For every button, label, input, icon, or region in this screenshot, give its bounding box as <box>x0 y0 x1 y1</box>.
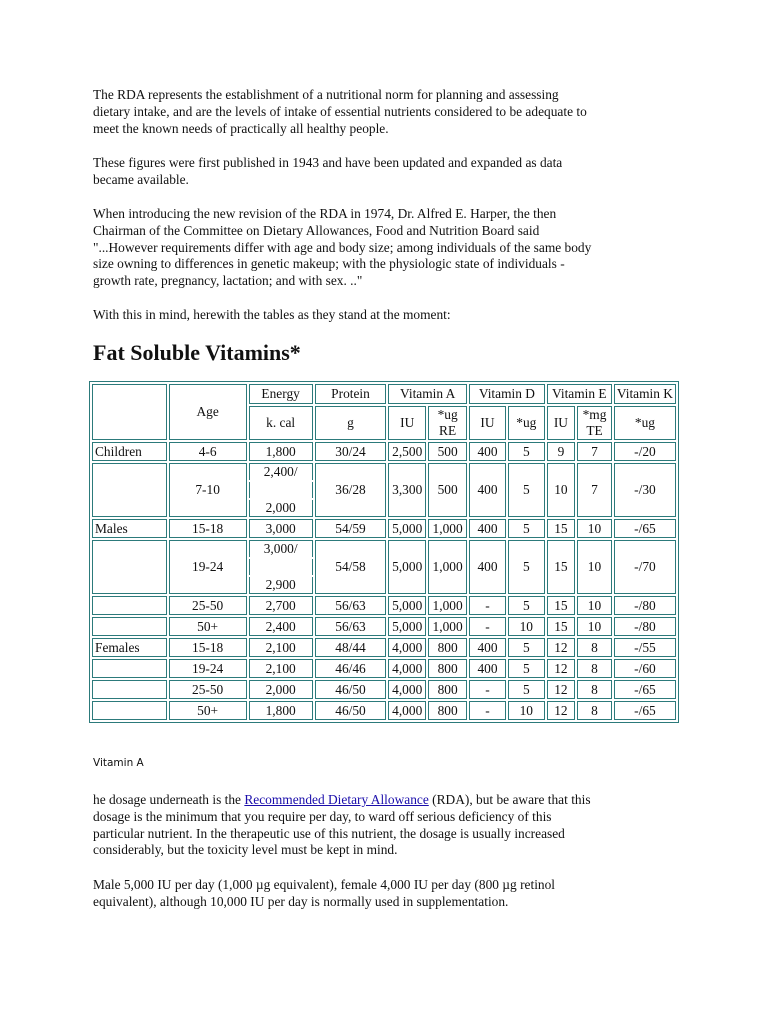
cell-energy-bottom-text: 2,000 <box>265 500 296 515</box>
vitamin-a-dosage-text-start: he dosage underneath is the <box>93 792 245 807</box>
cell-vitamin-e-iu: 15 <box>547 519 575 538</box>
cell-protein: 46/46 <box>315 659 387 678</box>
unit-vitamin-e-te-top: *mg <box>582 407 607 422</box>
cell-vitamin-e-te: 10 <box>577 519 612 538</box>
unit-protein: g <box>315 406 387 440</box>
table-row <box>92 617 676 636</box>
cell-group-blank <box>92 680 167 699</box>
cell-energy-top-text: 2,400/ <box>263 464 298 479</box>
cell-vitamin-a-iu: 2,500 <box>388 442 426 461</box>
cell-vitamin-k: -/80 <box>614 617 676 636</box>
cell-vitamin-a-iu: 5,000 <box>388 617 426 636</box>
cell-vitamin-d-ug: 5 <box>508 519 545 538</box>
cell-group-blank <box>92 540 167 594</box>
cell-vitamin-a-re: 800 <box>428 680 467 699</box>
unit-vitamin-d-iu: IU <box>469 406 506 440</box>
cell-group-blank <box>92 617 167 636</box>
unit-vitamin-e-iu: IU <box>547 406 575 440</box>
cell-vitamin-d-ug: 5 <box>508 596 545 615</box>
cell-protein: 36/28 <box>315 463 387 517</box>
cell-age: 25-50 <box>169 596 247 615</box>
cell-protein: 46/50 <box>315 701 387 720</box>
table-row <box>92 540 676 557</box>
cell-group-blank <box>92 659 167 678</box>
group-children: Children <box>92 442 167 461</box>
cell-vitamin-e-iu: 15 <box>547 617 575 636</box>
cell-vitamin-e-te: 10 <box>577 617 612 636</box>
cell-vitamin-a-re: 1,000 <box>428 617 467 636</box>
cell-vitamin-k: -/30 <box>614 463 676 517</box>
vitamin-a-dosage-paragraph <box>93 792 683 859</box>
cell-energy-spacer <box>249 482 313 498</box>
unit-vitamin-d-ug: *ug <box>508 406 545 440</box>
cell-vitamin-d-iu: 400 <box>469 519 506 538</box>
cell-energy: 2,000 <box>249 680 313 699</box>
cell-energy: 1,800 <box>249 701 313 720</box>
cell-vitamin-a-iu: 4,000 <box>388 701 426 720</box>
cell-vitamin-k: -/20 <box>614 442 676 461</box>
table-row <box>92 519 676 538</box>
cell-vitamin-a-re: 800 <box>428 638 467 657</box>
cell-vitamin-d-iu: - <box>469 701 506 720</box>
cell-vitamin-d-ug: 5 <box>508 659 545 678</box>
unit-vitamin-e-te <box>577 406 612 440</box>
unit-vitamin-a-re <box>428 406 467 440</box>
cell-vitamin-d-ug: 10 <box>508 617 545 636</box>
cell-vitamin-d-iu: 400 <box>469 442 506 461</box>
header-vitamin-a: Vitamin A <box>388 384 467 404</box>
unit-vitamin-e-te-bottom: TE <box>586 423 603 438</box>
cell-vitamin-a-iu: 4,000 <box>388 680 426 699</box>
table-row <box>92 659 676 678</box>
cell-vitamin-e-iu: 12 <box>547 701 575 720</box>
header-vitamin-e: Vitamin E <box>547 384 612 404</box>
cell-energy-bottom <box>249 500 313 517</box>
cell-vitamin-a-re: 800 <box>428 659 467 678</box>
table-row <box>92 463 676 480</box>
cell-energy-top-text: 3,000/ <box>263 541 298 556</box>
table-header-row <box>92 384 676 404</box>
cell-vitamin-d-ug: 10 <box>508 701 545 720</box>
cell-vitamin-a-re: 500 <box>428 463 467 517</box>
cell-vitamin-a-iu: 5,000 <box>388 519 426 538</box>
cell-vitamin-d-iu: - <box>469 680 506 699</box>
cell-vitamin-d-iu: 400 <box>469 463 506 517</box>
cell-vitamin-e-te: 7 <box>577 463 612 517</box>
header-energy: Energy <box>249 384 313 404</box>
rda-link[interactable]: Recommended Dietary Allowance <box>244 792 429 807</box>
header-vitamin-k: Vitamin K <box>614 384 676 404</box>
cell-age: 19-24 <box>169 659 247 678</box>
fat-soluble-vitamins-table <box>89 381 679 723</box>
cell-vitamin-k: -/65 <box>614 701 676 720</box>
cell-vitamin-a-re: 1,000 <box>428 596 467 615</box>
cell-vitamin-d-ug: 5 <box>508 463 545 517</box>
table-row <box>92 596 676 615</box>
cell-vitamin-k: -/65 <box>614 519 676 538</box>
intro-paragraph-tables: With this in mind, herewith the tables as they stand at the moment: <box>93 307 451 322</box>
cell-vitamin-k: -/80 <box>614 596 676 615</box>
cell-vitamin-e-te: 8 <box>577 680 612 699</box>
cell-age: 4-6 <box>169 442 247 461</box>
cell-energy-spacer <box>249 559 313 575</box>
table-row <box>92 638 676 657</box>
table-row <box>92 680 676 699</box>
cell-energy: 3,000 <box>249 519 313 538</box>
cell-vitamin-a-re: 500 <box>428 442 467 461</box>
unit-vitamin-a-re-bottom: RE <box>439 423 457 438</box>
cell-vitamin-k: -/65 <box>614 680 676 699</box>
cell-vitamin-d-ug: 5 <box>508 680 545 699</box>
cell-vitamin-a-re: 1,000 <box>428 519 467 538</box>
cell-vitamin-d-ug: 5 <box>508 442 545 461</box>
cell-protein: 56/63 <box>315 617 387 636</box>
cell-age: 50+ <box>169 701 247 720</box>
cell-vitamin-e-iu: 15 <box>547 596 575 615</box>
vitamin-a-subheading: Vitamin A <box>93 757 144 769</box>
cell-energy: 2,100 <box>249 659 313 678</box>
cell-group-blank <box>92 596 167 615</box>
cell-group-blank <box>92 701 167 720</box>
cell-vitamin-e-te: 8 <box>577 701 612 720</box>
group-males: Males <box>92 519 167 538</box>
cell-vitamin-e-te: 7 <box>577 442 612 461</box>
cell-protein: 30/24 <box>315 442 387 461</box>
cell-vitamin-e-te: 8 <box>577 659 612 678</box>
cell-vitamin-d-iu: - <box>469 617 506 636</box>
cell-energy: 2,400 <box>249 617 313 636</box>
table-row <box>92 442 676 461</box>
cell-vitamin-d-iu: 400 <box>469 540 506 594</box>
cell-vitamin-a-iu: 5,000 <box>388 596 426 615</box>
intro-paragraph-rda: The RDA represents the establishment of a nutritional norm for planning and assessing dietary intake, and are the levels of intake of essential nutrients considered to be adequate to meet the known needs of practically all healthy people. <box>93 87 587 136</box>
cell-vitamin-k: -/70 <box>614 540 676 594</box>
cell-vitamin-a-iu: 3,300 <box>388 463 426 517</box>
cell-vitamin-a-iu: 4,000 <box>388 659 426 678</box>
cell-vitamin-e-iu: 12 <box>547 680 575 699</box>
cell-age: 19-24 <box>169 540 247 594</box>
cell-vitamin-d-ug: 5 <box>508 540 545 594</box>
cell-age: 7-10 <box>169 463 247 517</box>
cell-vitamin-e-te: 10 <box>577 596 612 615</box>
cell-age: 25-50 <box>169 680 247 699</box>
cell-vitamin-e-iu: 10 <box>547 463 575 517</box>
cell-age: 15-18 <box>169 638 247 657</box>
cell-protein: 46/50 <box>315 680 387 699</box>
cell-energy: 1,800 <box>249 442 313 461</box>
intro-paragraph-history: These figures were first published in 1943 and have been updated and expanded as data became available. <box>93 155 563 187</box>
cell-age: 15-18 <box>169 519 247 538</box>
cell-vitamin-a-re: 1,000 <box>428 540 467 594</box>
unit-vitamin-a-iu: IU <box>388 406 426 440</box>
cell-vitamin-d-ug: 5 <box>508 638 545 657</box>
cell-vitamin-k: -/55 <box>614 638 676 657</box>
cell-vitamin-a-re: 800 <box>428 701 467 720</box>
cell-vitamin-e-iu: 9 <box>547 442 575 461</box>
cell-energy-top <box>249 463 313 480</box>
cell-group-blank <box>92 463 167 517</box>
cell-age: 50+ <box>169 617 247 636</box>
cell-vitamin-d-iu: 400 <box>469 659 506 678</box>
header-blank-cell <box>92 384 167 440</box>
header-vitamin-d: Vitamin D <box>469 384 545 404</box>
group-females: Females <box>92 638 167 657</box>
cell-vitamin-k: -/60 <box>614 659 676 678</box>
vitamin-a-amounts-paragraph: Male 5,000 IU per day (1,000 µg equivalent), female 4,000 IU per day (800 µg retinol equivalent), although 10,000 IU per day is normally used in supplementation. <box>93 877 556 909</box>
cell-vitamin-e-te: 10 <box>577 540 612 594</box>
cell-protein: 48/44 <box>315 638 387 657</box>
header-protein: Protein <box>315 384 387 404</box>
cell-vitamin-d-iu: - <box>469 596 506 615</box>
cell-vitamin-e-iu: 15 <box>547 540 575 594</box>
intro-paragraph-harper-quote: When introducing the new revision of the RDA in 1974, Dr. Alfred E. Harper, the then Chairman of the Committee on Dietary Allowances, Food and Nutrition Board said "...However requirements differ with age and body size; among individuals of the same body size owning to differences in genetic makeup; with the physiologic state of individuals - growth rate, pregnancy, lactation; and with sex. .." <box>93 206 592 289</box>
cell-vitamin-e-te: 8 <box>577 638 612 657</box>
cell-protein: 56/63 <box>315 596 387 615</box>
cell-energy-bottom-text: 2,900 <box>265 577 296 592</box>
header-age: Age <box>169 384 247 440</box>
section-heading-fat-soluble-vitamins: Fat Soluble Vitamins* <box>93 340 301 365</box>
unit-vitamin-a-re-top: *ug <box>437 407 458 422</box>
cell-energy-top <box>249 540 313 557</box>
cell-vitamin-d-iu: 400 <box>469 638 506 657</box>
cell-vitamin-e-iu: 12 <box>547 659 575 678</box>
cell-energy-bottom <box>249 577 313 594</box>
cell-energy: 2,100 <box>249 638 313 657</box>
cell-protein: 54/59 <box>315 519 387 538</box>
cell-vitamin-a-iu: 5,000 <box>388 540 426 594</box>
unit-vitamin-k-ug: *ug <box>614 406 676 440</box>
vitamin-a-dosage-text-end: (RDA), but be aware that this dosage is the minimum that you require per day, to ward off serious deficiency of this particular nutrient. In the therapeutic use of this nutrient, the dosage is usually increased considerably, but the toxicity level must be kept in mind. <box>93 792 591 858</box>
cell-vitamin-e-iu: 12 <box>547 638 575 657</box>
cell-energy: 2,700 <box>249 596 313 615</box>
table-row <box>92 701 676 720</box>
unit-energy: k. cal <box>249 406 313 440</box>
cell-protein: 54/58 <box>315 540 387 594</box>
cell-vitamin-a-iu: 4,000 <box>388 638 426 657</box>
